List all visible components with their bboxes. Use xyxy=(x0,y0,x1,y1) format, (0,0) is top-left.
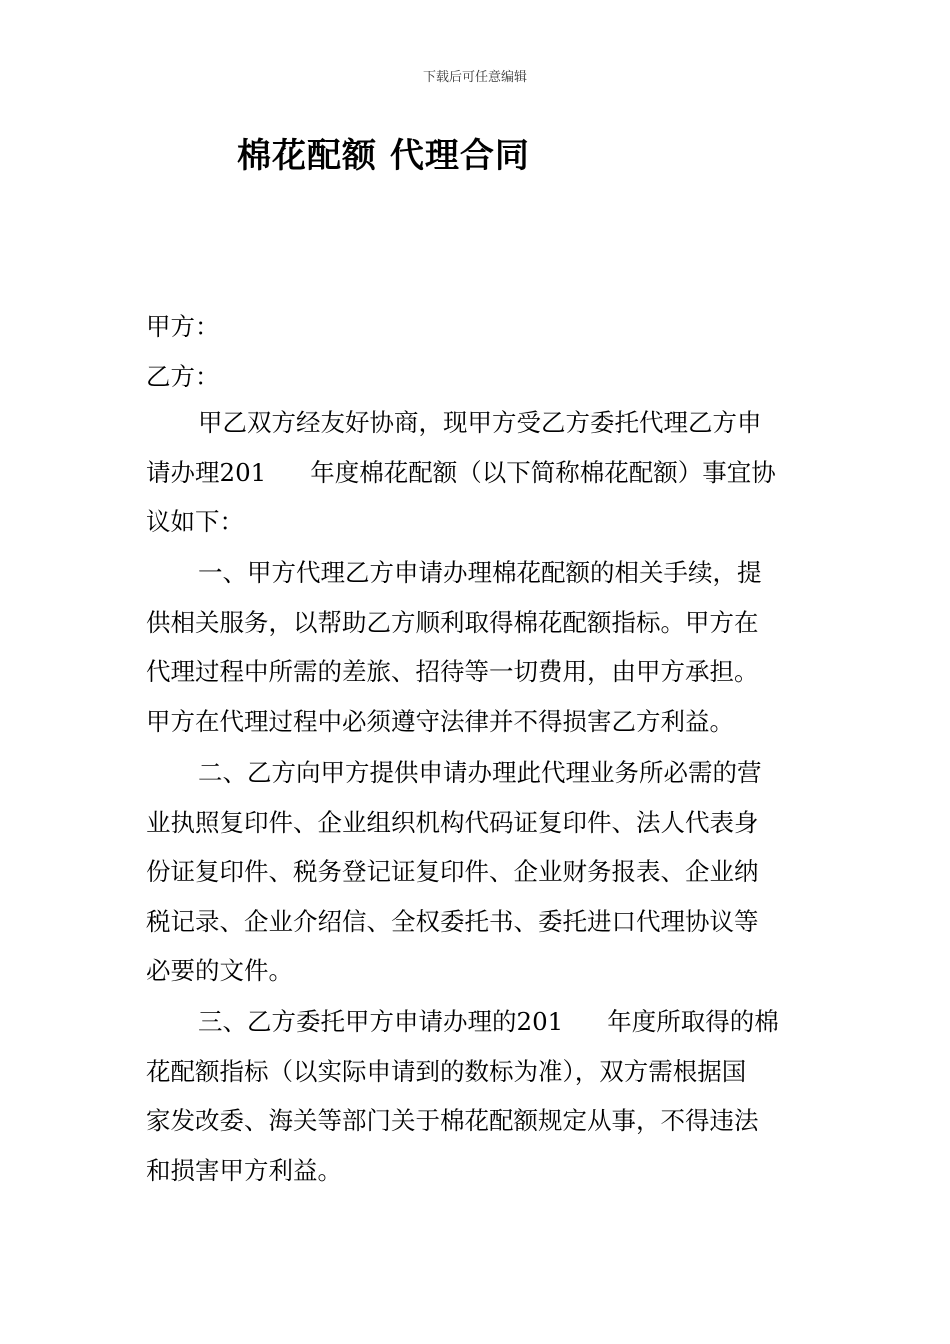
clause-3-paragraph xyxy=(146,997,806,1195)
intro-line-1: 甲乙双方经友好协商，现甲方受乙方委托代理乙方申 xyxy=(198,408,762,437)
clause-2-line-1: 二、乙方向甲方提供申请办理此代理业务所必需的营 xyxy=(198,758,762,787)
clause-3-line-4: 和损害甲方利益。 xyxy=(146,1155,342,1185)
clause-2-line-5: 必要的文件。 xyxy=(146,956,293,986)
clause-1-line-1: 一、甲方代理乙方申请办理棉花配额的相关手续，提 xyxy=(198,558,762,587)
intro-line-3: 议如下： xyxy=(146,507,244,537)
document-title: 棉花配额 代理合同 xyxy=(237,136,530,176)
clause-1-paragraph xyxy=(146,548,806,746)
clause-2-line-2: 业执照复印件、企业组织机构代码证复印件、法人代表身 xyxy=(146,807,759,837)
clause-3-line-3: 家发改委、海关等部门关于棉花配额规定从事，不得违法 xyxy=(146,1106,759,1136)
intro-line-2b: 年度棉花配额（以下简称棉花配额）事宜协 xyxy=(310,457,776,487)
clause-2-paragraph xyxy=(146,748,806,996)
intro-line-2a: 请办理201 xyxy=(146,457,267,487)
party-a-label: 甲方： xyxy=(146,312,220,341)
clause-3-line-1b: 年度所取得的棉 xyxy=(607,1007,779,1036)
clause-1-line-3: 代理过程中所需的差旅、招待等一切费用，由甲方承担。 xyxy=(146,657,759,687)
clause-2-line-3: 份证复印件、税务登记证复印件、企业财务报表、企业纳 xyxy=(146,857,759,887)
clause-1-line-4: 甲方在代理过程中必须遵守法律并不得损害乙方利益。 xyxy=(146,706,734,736)
party-b-label: 乙方： xyxy=(146,362,220,391)
header-note: 下载后可任意编辑 xyxy=(422,70,527,85)
intro-paragraph xyxy=(146,398,806,547)
clause-3-line-2: 花配额指标（以实际申请到的数标为准），双方需根据国 xyxy=(146,1056,747,1086)
clause-3-line-1a: 三、乙方委托甲方申请办理的201 xyxy=(198,1007,564,1036)
clause-2-line-4: 税记录、企业介绍信、全权委托书、委托进口代理协议等 xyxy=(146,906,759,936)
intro-line-2 xyxy=(146,448,806,498)
clause-3-line-1 xyxy=(146,997,806,1047)
clause-1-line-2: 供相关服务，以帮助乙方顺利取得棉花配额指标。甲方在 xyxy=(146,607,759,637)
